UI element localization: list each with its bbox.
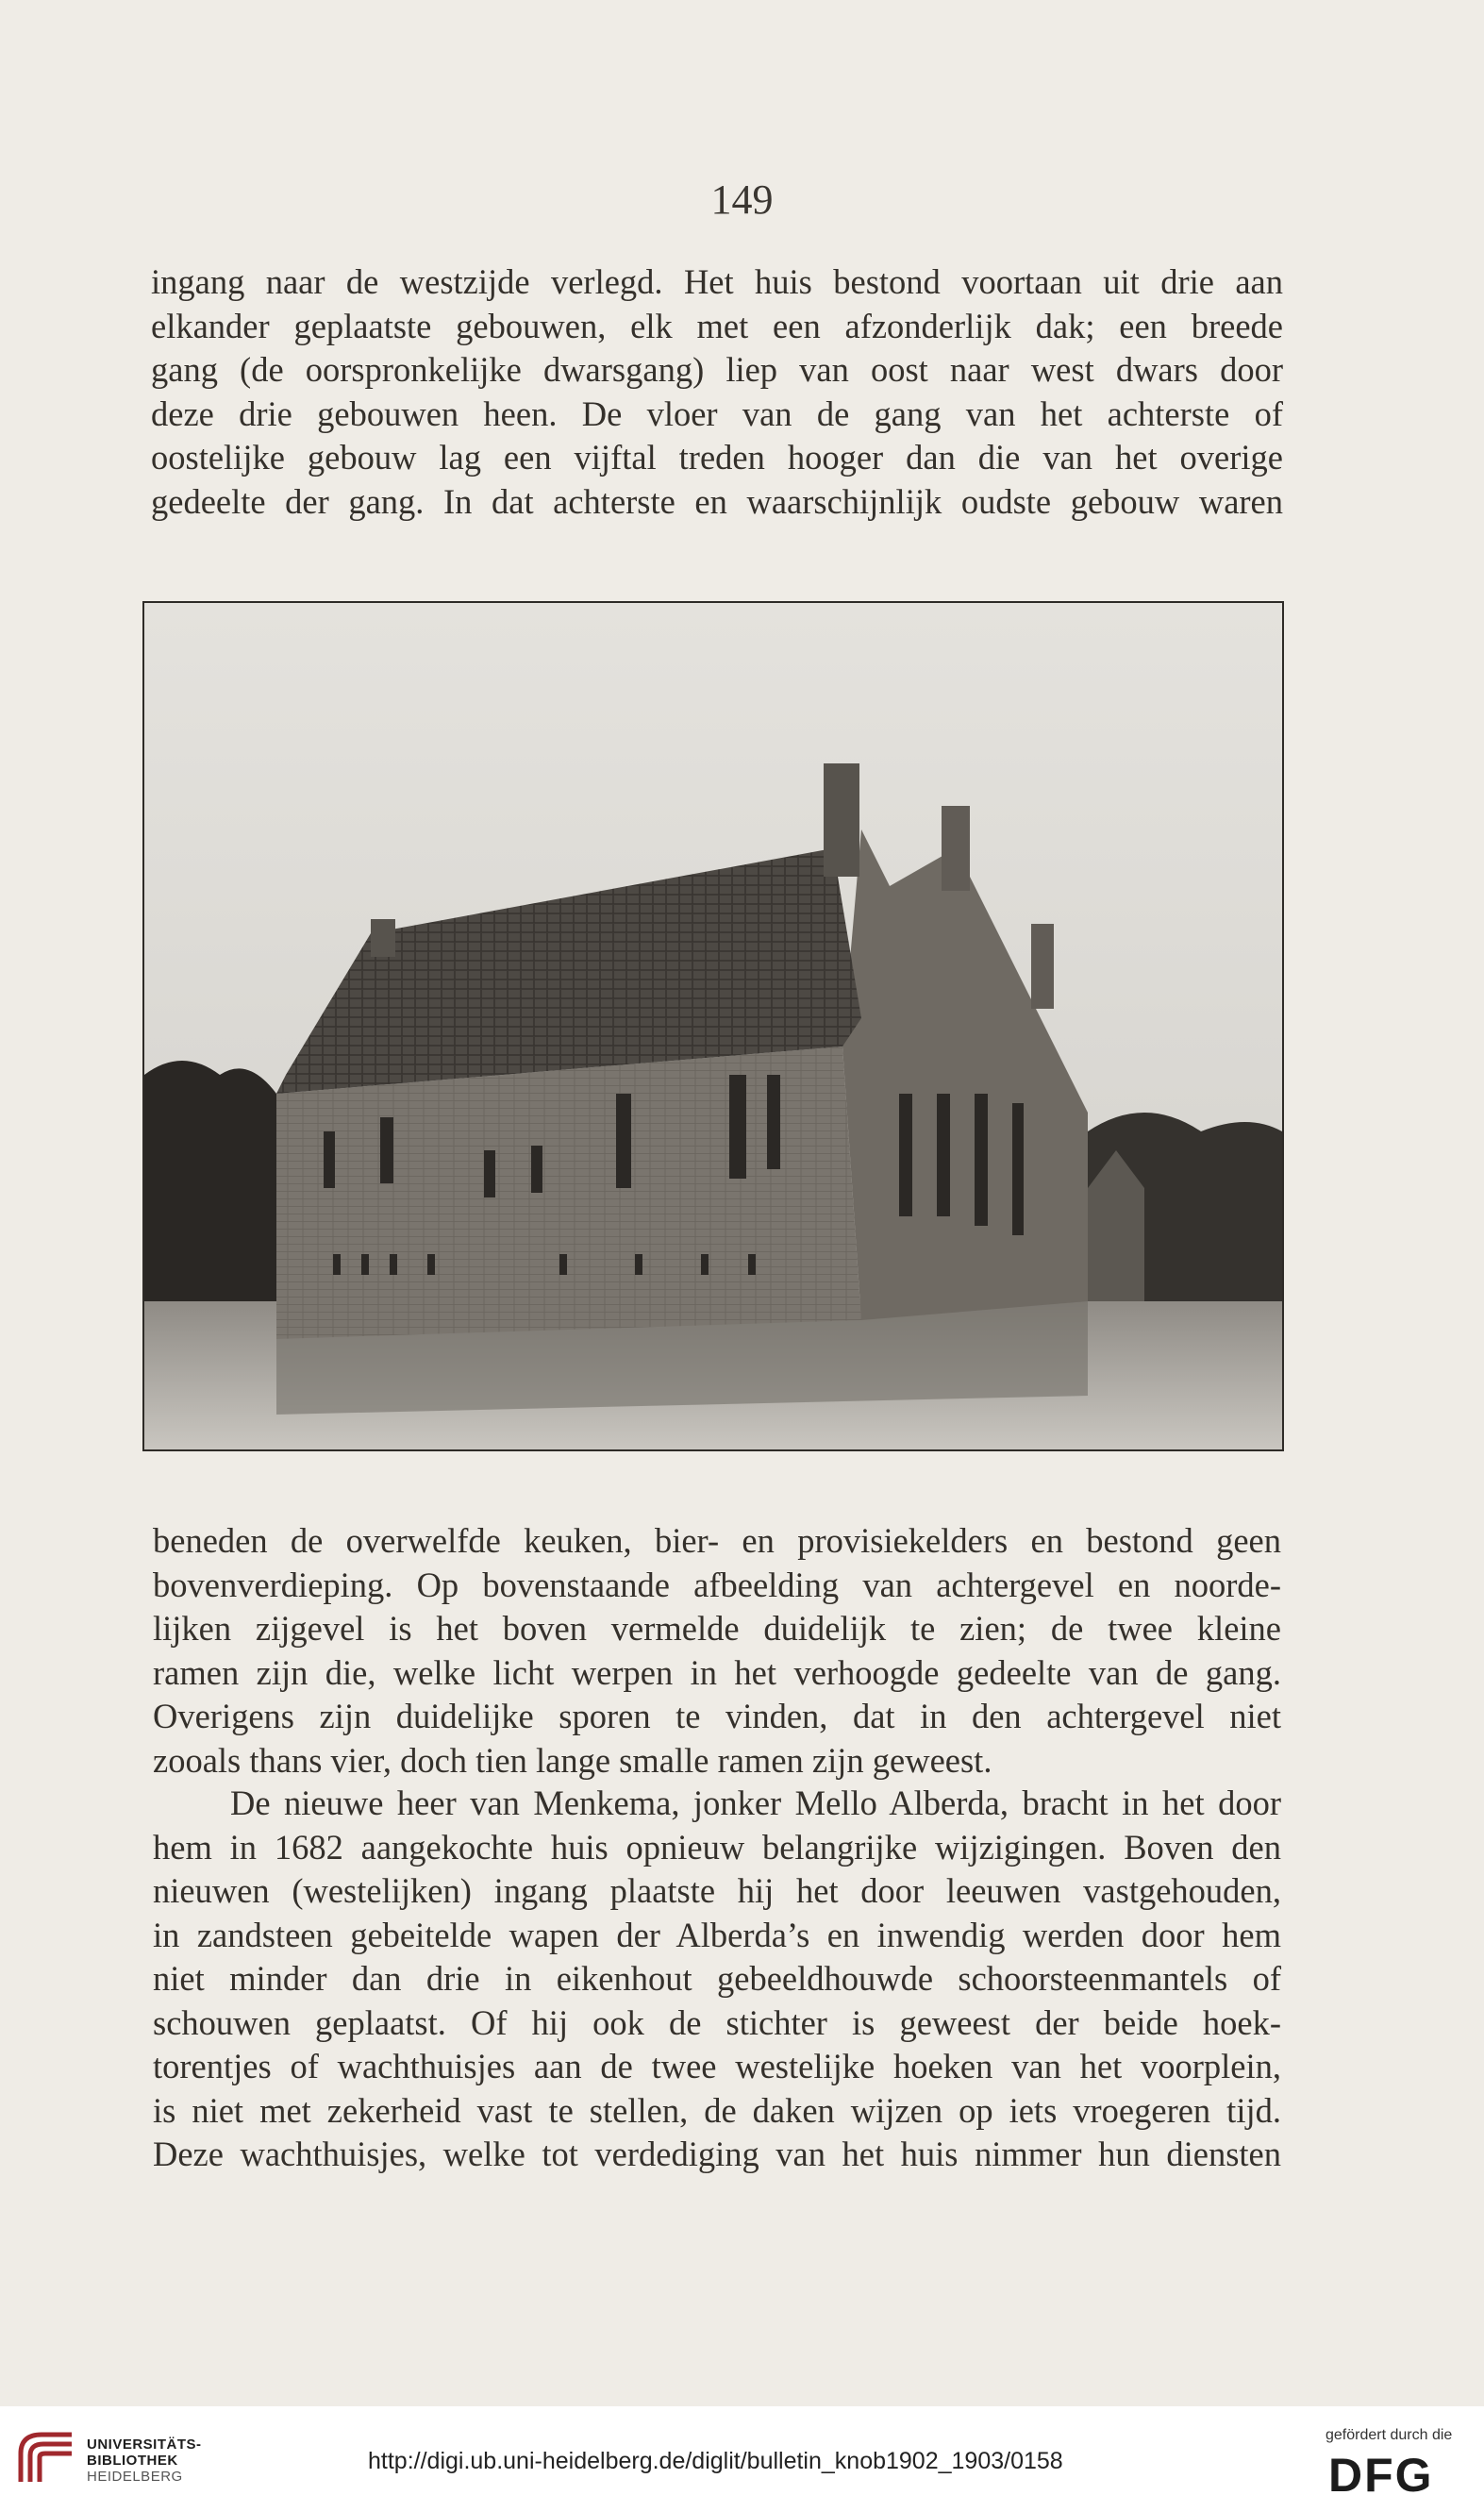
- text-line: is niet met zekerheid vast te stellen, de daken wijzen op iets vroegeren tijd.: [153, 2090, 1281, 2130]
- castle-illustration: [144, 603, 1282, 1449]
- text-line: gang (de oorspronkelijke dwarsgang) liep van oost naar west dwars door: [151, 350, 1283, 389]
- text-line: bovenverdieping. Op bovenstaande afbeelding van achtergevel en noorde-: [153, 1565, 1281, 1604]
- university-library-logo-icon: [13, 2425, 79, 2491]
- library-name-line: BIBLIOTHEK: [87, 2453, 178, 2469]
- text-line: elkander geplaatste gebouwen, elk met een afzonderlijk dak; een breede: [151, 306, 1283, 345]
- text-line: schouwen geplaatst. Of hij ook de stichter is geweest der beide hoek-: [153, 2002, 1281, 2042]
- page-number: 149: [710, 176, 774, 223]
- chimney: [824, 763, 859, 877]
- text-line: nieuwen (westelijken) ingang plaatste hij het door leeuwen vastgehouden,: [153, 1871, 1281, 1910]
- text-line: oostelijke gebouw lag een vijftal treden hooger dan die van het overige: [151, 438, 1283, 477]
- text-line: in zandsteen gebeitelde wapen der Alberda’s en inwendig werden door hem: [153, 1915, 1281, 1954]
- trees-left: [144, 1061, 276, 1339]
- dfg-logo: DFG: [1328, 2449, 1434, 2502]
- source-url-link[interactable]: http://digi.ub.uni-heidelberg.de/diglit/bulletin_knob1902_1903/0158: [368, 2448, 1063, 2474]
- castle-photograph: [142, 601, 1284, 1451]
- text-line: torentjes of wachthuisjes aan de twee westelijke hoeken van het voorplein,: [153, 2047, 1281, 2085]
- text-line: beneden de overwelfde keuken, bier- en provisiekelders en bestond geen: [153, 1521, 1281, 1560]
- text-line: hem in 1682 aangekochte huis opnieuw belangrijke wijzigingen. Boven den: [153, 1827, 1281, 1867]
- text-line: gedeelte der gang. In dat achterste en waarschijnlijk oudste gebouw waren: [151, 481, 1283, 521]
- chimney: [371, 919, 395, 957]
- text-line: ramen zijn die, welke licht werpen in het verhoogde gedeelte van de gang.: [153, 1652, 1281, 1692]
- chimney: [1031, 924, 1054, 1009]
- chimney: [942, 806, 970, 891]
- library-name-line: UNIVERSITÄTS-: [87, 2437, 202, 2453]
- text-line: Overigens zijn duidelijke sporen te vinden, dat in den achtergevel niet: [153, 1697, 1281, 1735]
- paragraph-1: [151, 260, 1283, 524]
- paragraph-3: [153, 1782, 1281, 2177]
- digitization-footer: [0, 2406, 1484, 2512]
- text-line: zooals thans vier, doch tien lange smalle ramen zijn geweest.: [153, 1740, 992, 1780]
- text-line: De nieuwe heer van Menkema, jonker Mello Alberda, bracht in het door: [230, 1784, 1281, 1822]
- text-line: ingang naar de westzijde verlegd. Het huis bestond voortaan uit drie aan: [151, 262, 1283, 301]
- text-line: niet minder dan drie in eikenhout gebeeldhouwde schoorsteenmantels of: [153, 1959, 1281, 1998]
- text-line: deze drie gebouwen heen. De vloer van de gang van het achterste of: [151, 394, 1283, 433]
- library-name-line: HEIDELBERG: [87, 2469, 183, 2485]
- paragraph-2: [153, 1519, 1281, 1783]
- text-line: lijken zijgevel is het boven vermelde duidelijk te zien; de twee kleine: [153, 1609, 1281, 1648]
- text-line: Deze wachthuisjes, welke tot verdediging van het huis nimmer hun diensten: [153, 2135, 1281, 2173]
- funding-caption: gefördert durch die: [1326, 2427, 1453, 2443]
- library-name: [87, 2437, 202, 2485]
